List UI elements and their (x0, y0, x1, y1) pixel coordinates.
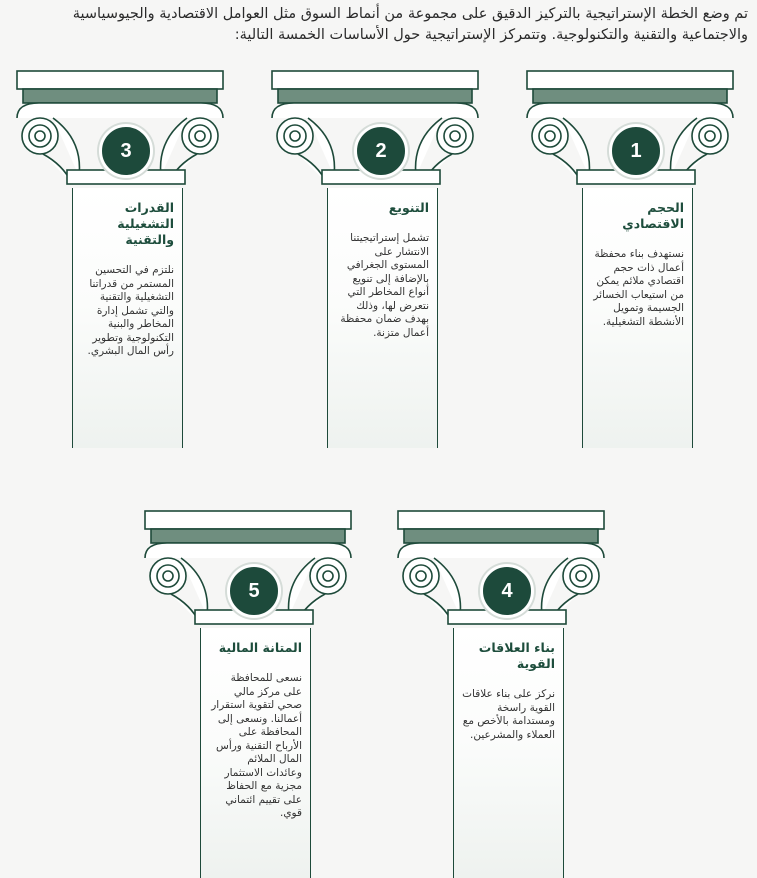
pillar-1 (523, 70, 749, 410)
pillar-shaft (200, 628, 311, 878)
pillar-number-badge: 5 (227, 564, 281, 618)
pillar-shaft (453, 628, 564, 878)
pillar-title: بناء العلاقات القوية (478, 640, 555, 671)
intro-paragraph: تم وضع الخطة الإستراتيجية بالتركيز الدقيق على مجموعة من أنماط السوق مثل العوامل الاقتصادية والجيوسياسية والاجتماعية والتقنية والتكنولوجية. وتتمركز الإستراتيجية حول الأساسات الخمسة التالية: (72, 6, 748, 43)
pillar-body: نستهدف بناء محفظة أعمال ذات حجم اقتصادي ملائم يمكن من استيعاب الخسائر الجسيمة وتمويل الأنشطة التشغيلية. (593, 248, 684, 328)
pillar-shaft (327, 188, 438, 448)
pillar-5 (141, 510, 367, 850)
pillar-body: نلتزم في التحسين المستمر من قدراتنا التشغيلية والتقنية والتي تشمل إدارة المخاطر والبنية التكنولوجية وتطوير رأس المال البشري. (87, 264, 174, 357)
pillar-number-badge: 1 (609, 124, 663, 178)
pillar-shaft (582, 188, 693, 448)
pillar-body: تشمل إستراتيجيتنا الانتشار على المستوى الجغرافي بالإضافة إلى تنويع أنواع المخاطر التي نتعرض لها، وذلك بهدف ضمان محفظة أعمال متزنة. (340, 232, 429, 339)
pillar-body: نسعى للمحافظة على مركز مالي صحي لتقوية استقرار أعمالنا. ونسعى إلى المحافظة على الأرباح التقنية ورأس المال الملائم وعائدات الاستثمار مجزية مع الحفاظ على تقييم ائتماني قوي. (211, 672, 302, 819)
pillar-body: نركز على بناء علاقات القوية راسخة ومستدامة بالأخص مع العملاء والمشرعين. (462, 688, 555, 741)
pillar-2 (268, 70, 494, 410)
pillar-4 (394, 510, 620, 850)
pillar-title: المتانة المالية (218, 640, 302, 655)
pillar-title: القدرات التشغيلية والتقنية (117, 200, 174, 247)
pillar-number-badge: 4 (480, 564, 534, 618)
pillar-number-badge: 2 (354, 124, 408, 178)
pillar-number-badge: 3 (99, 124, 153, 178)
pillar-title: الحجم الاقتصادي (622, 200, 684, 231)
pillar-shaft (72, 188, 183, 448)
pillar-title: التنويع (388, 200, 429, 215)
pillar-3 (13, 70, 239, 410)
